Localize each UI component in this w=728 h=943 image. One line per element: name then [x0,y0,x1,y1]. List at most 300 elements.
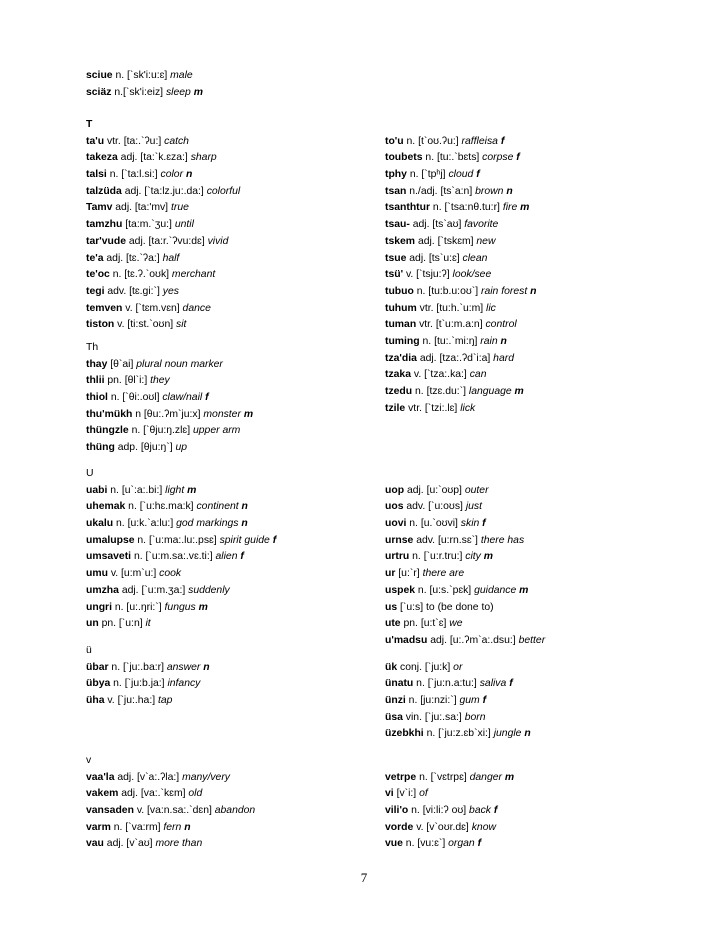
dictionary-entry [385,516,685,533]
entry-gender: f [493,805,498,817]
dictionary-entry [385,836,685,853]
entry-word: tzile [385,402,406,414]
entry-translation: there are [422,568,465,580]
entry-word: takeza [86,152,118,164]
entry-translation: god markings [176,518,239,530]
entry-translation: back [469,805,491,817]
dictionary-entry [86,549,376,566]
entry-translation: true [170,202,189,214]
entry-pronunciation: n. [vi:li:ʔ oʊ] [411,805,467,817]
entry-pronunciation: n. [`tpʰj] [409,169,446,181]
entry-pronunciation: n. [`θju:ŋ.zlɛ] [131,425,191,437]
entry-word: tskem [385,235,416,247]
entry-translation: half [162,252,180,264]
entry-pronunciation: n. [tzɛ.du:`] [415,386,466,397]
entries-right [385,134,685,418]
dictionary-entry [385,803,685,820]
entry-pronunciation: n. [`ju:b.ja:] [113,678,165,690]
entry-translation: fern [163,821,182,833]
entry-gender: m [520,202,530,214]
entry-word: thüng [86,442,115,454]
entry-translation: lic [486,302,496,314]
entry-translation: sit [176,319,187,331]
entry-pronunciation: adj. [va:.`kɛm] [121,788,186,800]
section-heading: ü [86,645,92,656]
entry-pronunciation: vtr. [ta:.`ʔu:] [106,135,162,147]
entry-pronunciation: adj. [ts`aʊ] [412,219,462,231]
entry-word: tza'dia [385,352,417,364]
entry-translation: male [170,70,193,81]
dictionary-entry [385,676,685,693]
entry-word: varm [86,821,111,833]
dictionary-entry [385,317,685,334]
entry-pronunciation: n.[`sk'i:eiz] [114,86,164,98]
dictionary-entry [385,200,685,217]
entry-pronunciation: n. [tu:.`mi:ŋ] [422,335,478,347]
entry-word: tsau- [385,219,410,231]
dictionary-entry [86,440,376,457]
entry-word: tsanthtur [385,202,431,214]
dictionary-entry [385,710,685,727]
entry-word: tsue [385,252,407,264]
entry-word: us [385,601,398,613]
entries-left [86,660,376,710]
entry-word: tzedu [385,386,413,397]
entry-pronunciation: n. [`u:m.sa:.vɛ.ti:] [133,551,213,563]
entry-pronunciation: n. [`tsa:nθ.tu:r] [432,202,500,214]
dictionary-entry [385,384,685,401]
entry-translation: organ [448,838,475,850]
entry-pronunciation: v. [v`oʊr.dɛ] [416,821,469,833]
entry-translation: color [160,169,184,181]
dictionary-entry [86,85,376,102]
entry-translation: look/see [452,269,492,281]
entry-pronunciation: conj. [`ju:k] [400,661,451,673]
dictionary-entry [86,533,376,550]
dictionary-entry [86,836,376,853]
entry-word: urtru [385,551,410,563]
entry-pronunciation: n. [`sk'i:u:ɛ] [115,70,168,81]
entry-gender: n [524,728,531,740]
entry-word: tsü' [385,269,404,281]
entry-pronunciation: n. [`vɛtrpɛ] [419,771,467,783]
entry-translation: fungus [164,601,196,613]
entry-gender: n [203,661,210,673]
dictionary-entry [385,483,685,500]
entry-translation: better [518,634,546,646]
entry-pronunciation: n./adj. [ts`a:n] [409,185,473,197]
section-heading: Th [86,342,99,353]
entry-pronunciation: n. [`va:rm] [113,821,161,833]
dictionary-entry [86,150,376,167]
entry-word: te'a [86,252,104,264]
entry-word: sciäz [86,86,112,98]
entry-pronunciation: adj. [ts`u:ɛ] [409,252,460,264]
entry-word: un [86,618,99,630]
entry-pronunciation: n. [u:k.`a:lu:] [116,518,174,530]
dictionary-entry [385,820,685,837]
entry-word: übya [86,678,111,690]
entry-pronunciation: adj. [tza:.ʔd`i:a] [419,352,491,364]
entry-translation: there has [480,534,525,546]
dictionary-entry [385,267,685,284]
entry-gender: f [272,534,277,546]
entry-translation: gum [459,695,480,707]
entry-pronunciation: adj. [ta:'mv] [115,202,169,214]
entry-pronunciation: n. [`ju:.ba:r] [111,661,164,673]
entry-translation: continent [196,501,239,513]
entry-pronunciation: pn. [u:t`ɛ] [403,618,447,630]
dictionary-entry [86,301,376,318]
entry-translation: vivid [207,235,229,247]
entry-pronunciation: pn. [θl`i:] [107,375,148,387]
entry-word: übar [86,661,109,673]
entry-translation: they [150,375,170,387]
dictionary-entry [86,660,376,677]
dictionary-entry [86,284,376,301]
dictionary-entry [385,301,685,318]
dictionary-entry [86,167,376,184]
entry-translation: sharp [190,152,217,164]
entry-word: ungri [86,601,112,613]
entry-pronunciation: adj. [v`a:.ʔla:] [117,771,180,783]
entry-translation: sleep [165,86,191,98]
dictionary-entry [385,549,685,566]
entry-gender: n [241,501,248,513]
entry-word: vau [86,838,104,850]
entries-left [86,770,376,853]
entry-gender: n [530,285,537,297]
entry-translation: claw/nail [162,392,203,404]
dictionary-entry [86,267,376,284]
entry-pronunciation: n. [tu:b.u:oʊ`] [416,285,479,297]
entry-gender: f [205,392,209,404]
entry-word: umalupse [86,534,135,546]
dictionary-entry [385,401,685,418]
entry-pronunciation: n. [`ju:n.a:tu:] [416,678,477,690]
entry-translation: spirit guide [219,534,270,546]
entry-word: te'oc [86,269,110,281]
entry-translation: alien [215,551,238,563]
dictionary-entry [86,184,376,201]
dictionary-entry [385,234,685,251]
entry-translation: just [465,501,482,513]
entry-translation: more than [155,838,203,850]
entry-word: temven [86,302,123,314]
entry-pronunciation: vtr. [t`u:m.a:n] [419,319,483,331]
entry-word: uovi [385,518,407,530]
dictionary-entry [385,499,685,516]
entry-gender: n [506,185,513,197]
entry-gender: f [516,152,520,164]
entry-translation: abandon [214,805,256,817]
entries-right [385,483,685,650]
entry-word: talsi [86,169,107,181]
dictionary-entry [86,217,376,234]
entry-translation: hard [493,352,514,364]
dictionary-entry [86,516,376,533]
entry-gender: f [509,678,513,690]
entry-gender: f [240,551,244,563]
entry-word: tubuo [385,285,414,297]
entry-word: toubets [385,152,423,164]
entry-word: to'u [385,135,404,147]
entry-translation: know [471,821,496,833]
entry-translation: guidance [474,584,517,596]
entry-word: ta'u [86,135,105,147]
entry-word: tphy [385,169,407,181]
dictionary-entry [385,533,685,550]
dictionary-entry [86,600,376,617]
entries-left [86,134,376,334]
entry-gender: m [504,771,515,783]
entry-word: thüngzle [86,425,129,437]
entry-gender: f [500,135,505,147]
entry-translation: suddenly [188,584,230,596]
entry-translation: rain forest [481,285,528,297]
dictionary-entry [385,217,685,234]
entry-translation: favorite [464,219,499,231]
dictionary-entry [385,351,685,368]
entry-pronunciation: adj. [u:.ʔm`a:.dsu:] [430,634,516,646]
entry-translation: colorful [206,185,241,197]
entry-translation: up [175,442,188,454]
dictionary-entry [385,367,685,384]
entry-pronunciation: n. [`u:r.tru:] [412,551,463,563]
dictionary-entry [86,200,376,217]
entry-word: uop [385,484,405,496]
entries-left [86,483,376,633]
dictionary-entry [86,676,376,693]
entry-translation: until [174,219,194,231]
entry-pronunciation: n. [u:.ŋri:`] [114,601,162,613]
entry-pronunciation: v. [`tsju:ʔ] [405,269,450,281]
entry-pronunciation: adj. [ta:`k.ɛza:] [120,152,188,164]
entry-translation: city [465,551,481,563]
entry-translation: yes [162,285,179,297]
entry-word: tiston [86,319,115,331]
entry-translation: we [449,618,463,630]
entry-pronunciation: adj. [ta:r.`ʔvu:dɛ] [128,235,205,247]
entry-translation: plural noun marker [136,358,223,370]
entry-pronunciation: adj. [v`aʊ] [106,838,153,850]
entry-translation: answer [166,661,201,673]
entry-translation: cloud [448,169,474,181]
dictionary-entry [385,150,685,167]
entry-translation: outer [464,484,489,496]
entry-pronunciation: v. [`tza:.ka:] [413,369,467,381]
entry-word: sciue [86,70,113,81]
entry-pronunciation: adj. [`ta:lz.ju:.da:] [124,185,204,197]
entry-gender: n [500,335,507,347]
entry-translation: upper arm [192,425,241,437]
entry-gender: m [519,584,529,596]
entry-translation: of [419,788,428,800]
entry-gender: n [241,518,248,530]
entry-word: tuming [385,335,420,347]
entry-pronunciation: n. [u`:a:.bi:] [110,484,163,496]
section-heading: v [86,755,92,766]
entry-pronunciation: n. [`θi:.oʊl] [110,392,160,404]
entry-pronunciation: [`u:s] to (be done to) [400,601,494,613]
entry-word: vi [385,788,394,800]
entry-word: thu'mükh [86,408,133,420]
entry-pronunciation: n. [t`oʊ.ʔu:] [406,135,459,147]
dictionary-entry [385,251,685,268]
entry-pronunciation: n. [tu:.`bɛts] [425,152,480,164]
entry-pronunciation: adp. [θju:ŋ`] [117,442,173,454]
dictionary-entry [385,583,685,600]
entry-translation: new [476,235,496,247]
dictionary-entry [86,373,376,390]
entry-gender: m [187,484,197,496]
entry-translation: saliva [479,678,507,690]
dictionary-entry [86,134,376,151]
dictionary-entry [86,566,376,583]
entry-word: ünatu [385,678,414,690]
entry-gender: m [193,86,203,98]
dictionary-entry [385,284,685,301]
entry-pronunciation: v. [va:n.sa:.`dɛn] [136,805,212,817]
entry-word: vili'o [385,805,409,817]
entry-pronunciation: n. [vu:ɛ`] [405,838,446,850]
entry-word: vetrpe [385,771,417,783]
entry-word: Tamv [86,202,113,214]
entry-translation: light [165,484,185,496]
entry-pronunciation: n. [`ta:l.si:] [109,169,158,181]
entry-gender: f [482,518,486,530]
entry-word: ute [385,618,401,630]
entry-word: ur [385,568,396,580]
entry-pronunciation: vtr. [`tzi:.lɛ] [408,402,458,414]
dictionary-entry [86,251,376,268]
dictionary-entry [385,660,685,677]
entry-gender: m [198,601,208,613]
entry-word: üzebkhi [385,728,424,740]
entry-pronunciation: n. [tɛ.ʔ.`oʊk] [112,269,170,281]
entry-translation: cook [159,568,182,580]
dictionary-entry [86,616,376,633]
entry-word: tar'vude [86,235,127,247]
entry-gender: f [476,169,480,181]
entry-translation: infancy [167,678,201,690]
entry-gender: n [184,821,191,833]
entry-word: umu [86,568,108,580]
entry-word: u'madsu [385,634,428,646]
entry-word: uos [385,501,404,513]
entry-pronunciation: v. [u:m`u:] [110,568,157,580]
entry-word: tuman [385,319,417,331]
entry-word: vakem [86,788,119,800]
entry-pronunciation: [v`i:] [396,788,417,800]
dictionary-entry [385,134,685,151]
entries-right [385,770,685,853]
entry-word: uabi [86,484,108,496]
entry-pronunciation: n [θu:.ʔm`ju:x] [135,408,201,420]
entry-pronunciation: pn. [`u:n] [101,618,143,630]
dictionary-entry [86,693,376,710]
entry-gender: m [483,551,494,563]
dictionary-entry [385,334,685,351]
entry-word: uspek [385,584,416,596]
entry-word: üsa [385,711,403,723]
entry-translation: lick [460,402,476,414]
entry-word: vaa'la [86,771,115,783]
entry-pronunciation: [θ`ai] [110,358,134,370]
entry-word: talzüda [86,185,122,197]
dictionary-entry [86,483,376,500]
entry-pronunciation: adj. [tɛ.`ʔa:] [106,252,160,264]
dictionary-entry [385,770,685,787]
entry-word: thlii [86,375,105,387]
entry-gender: f [482,695,487,707]
entry-translation: merchant [171,269,216,281]
entry-word: umsaveti [86,551,132,563]
dictionary-entry [86,423,376,440]
entry-pronunciation: [ta:m.`ʒu:] [125,219,172,231]
entries-right [385,660,685,743]
entry-word: tamzhu [86,219,123,231]
entry-pronunciation: adj. [`u:m.ʒa:] [121,584,186,596]
dictionary-entry [385,693,685,710]
dictionary-entry [86,583,376,600]
entry-translation: tap [158,695,173,707]
dictionary-entry [86,234,376,251]
entry-word: ünzi [385,695,406,707]
dictionary-entry [385,566,685,583]
dictionary-entry [86,357,376,374]
section-heading: U [86,468,94,479]
entry-word: uhemak [86,501,126,513]
entry-word: vorde [385,821,414,833]
entries-left [86,357,376,457]
entry-word: tsan [385,185,407,197]
entry-translation: brown [475,185,504,197]
entry-gender: f [477,838,482,850]
dictionary-entry [86,390,376,407]
entry-word: thiol [86,392,108,404]
entry-word: thay [86,358,108,370]
entry-word: vansaden [86,805,134,817]
entry-word: umzha [86,584,119,596]
entry-translation: jungle [493,728,522,740]
entry-pronunciation: vin. [`ju:.sa:] [405,711,462,723]
entry-pronunciation: v. [`ju:.ha:] [107,695,156,707]
entry-pronunciation: v. [ti:st.`oʊn] [117,319,174,331]
dictionary-entry [385,167,685,184]
entry-pronunciation: vtr. [tu:h.`u:m] [419,302,484,314]
entry-gender: m [514,386,524,397]
entry-translation: monster [203,408,241,420]
entry-pronunciation: adv. [u:rn.sɛ`] [416,534,478,546]
entry-pronunciation: adj. [`tskɛm] [417,235,474,247]
dictionary-entry [86,499,376,516]
entry-word: urnse [385,534,414,546]
entry-translation: born [464,711,486,723]
entry-translation: old [188,788,203,800]
entry-pronunciation: [u:`r] [398,568,420,580]
entry-pronunciation: adj. [u:`oʊp] [406,484,462,496]
entry-pronunciation: n. [`ju:z.ɛb`xi:] [426,728,491,740]
entry-pronunciation: n. [ju:nzi:`] [408,695,457,707]
entry-word: tuhum [385,302,417,314]
entry-translation: raffleisa [461,135,498,147]
dictionary-entry [86,68,376,85]
entry-translation: many/very [182,771,230,783]
entry-word: tegi [86,285,105,297]
entry-translation: dance [182,302,211,314]
entry-word: ukalu [86,518,114,530]
